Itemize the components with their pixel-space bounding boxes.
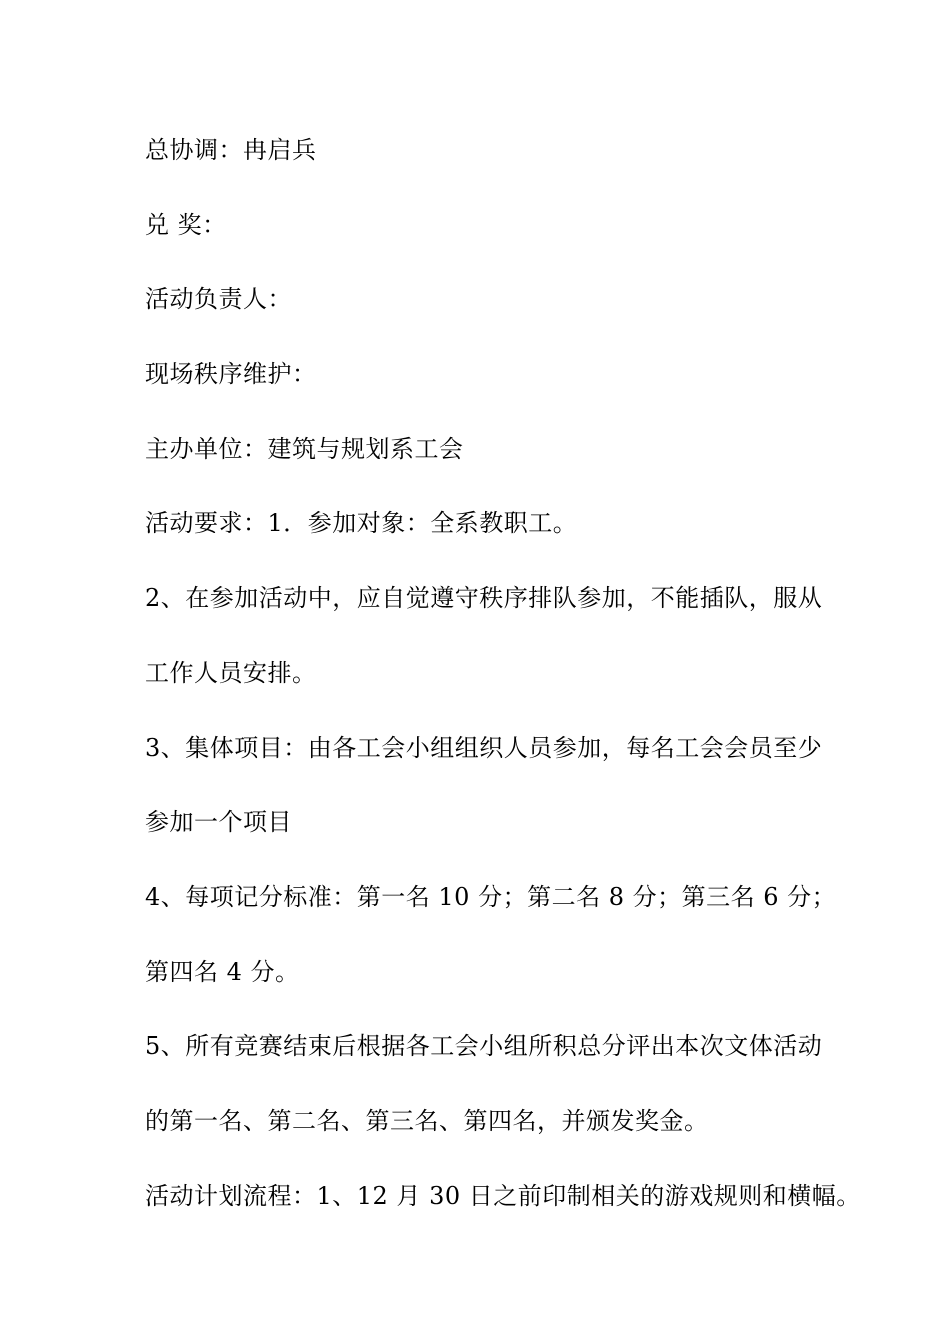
rule-2-line-2: 工作人员安排。 (145, 658, 317, 687)
document-body (145, 130, 861, 1250)
rule-5-line-1: 5、所有竞赛结束后根据各工会小组所积总分评出本次文体活动 (145, 1032, 823, 1061)
rule-4-line-1: 4、每项记分标准：第一名 10 分；第二名 8 分；第三名 6 分； (145, 882, 837, 911)
order-maintenance-line: 现场秩序维护： (145, 360, 317, 389)
rule-3-line-2: 参加一个项目 (145, 808, 292, 837)
activity-lead-line: 活动负责人： (145, 285, 292, 314)
rule-2-line-1: 2、在参加活动中，应自觉遵守秩序排队参加，不能插队，服从 (145, 584, 823, 613)
organizer-line: 主办单位：建筑与规划系工会 (145, 434, 464, 463)
coordinator-line: 总协调：冉启兵 (145, 136, 317, 164)
requirements-line: 活动要求：1．参加对象：全系教职工。 (145, 509, 578, 538)
rule-3-line-1: 3、集体项目：由各工会小组组织人员参加，每名工会会员至少 (145, 733, 823, 762)
rule-4-line-2: 第四名 4 分。 (145, 957, 300, 986)
plan-flow-line: 活动计划流程：1、12 月 30 日之前印制相关的游戏规则和横幅。 (145, 1181, 861, 1210)
award-line: 兑 奖： (145, 210, 227, 239)
rule-5-line-2: 的第一名、第二名、第三名、第四名，并颁发奖金。 (145, 1106, 709, 1135)
